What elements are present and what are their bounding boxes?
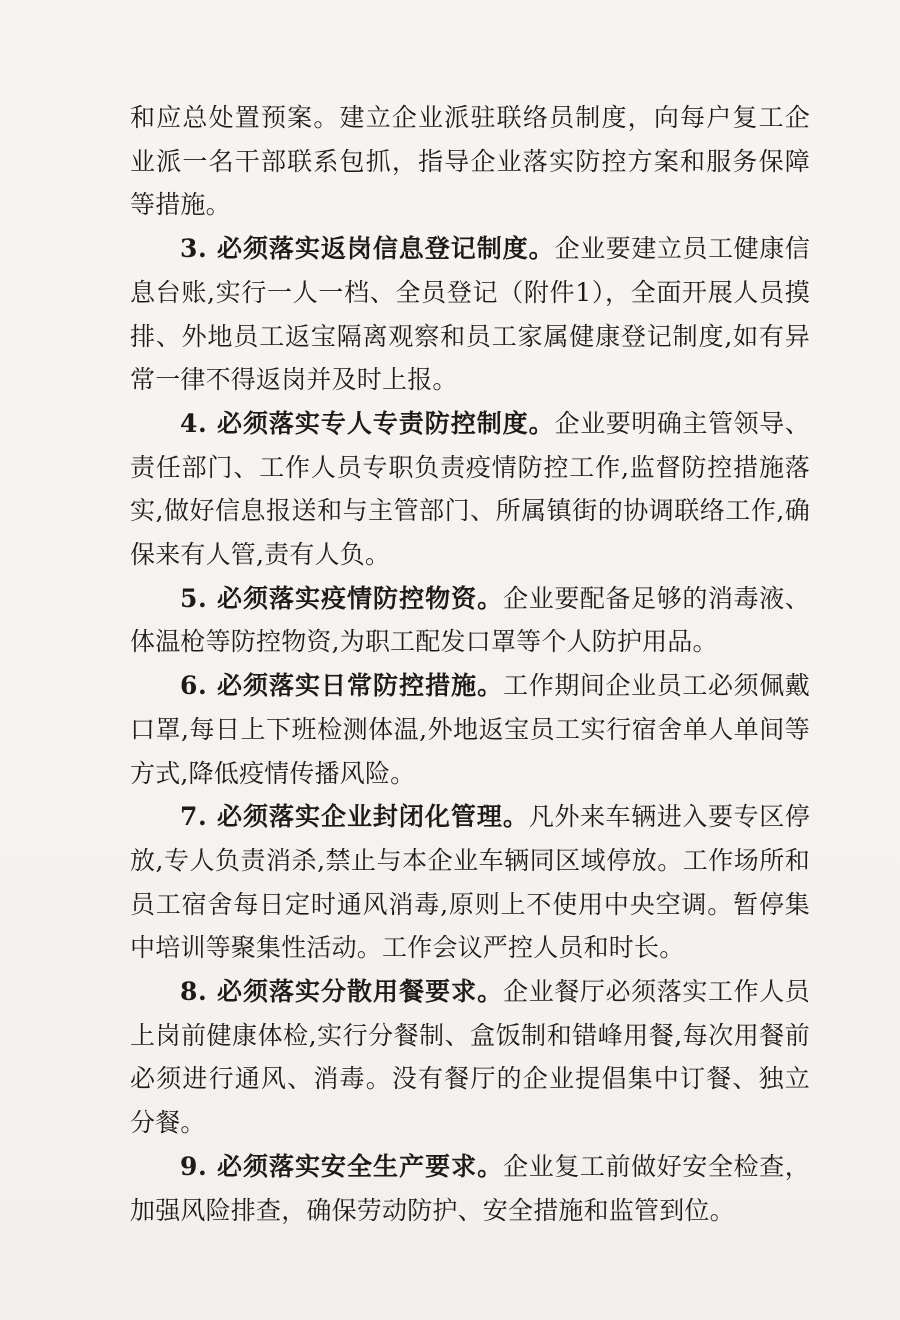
paragraph-heading: 7. 必须落实企业封闭化管理。: [180, 802, 529, 832]
paragraph-heading: 4. 必须落实专人专责防控制度。: [180, 408, 555, 438]
paragraph-continuation: [130, 96, 810, 227]
paragraph-item-5: [130, 577, 810, 664]
document-body: [130, 96, 810, 1232]
paragraph-body: 企业复工前做好安全检查，加强风险排查，确保劳动防护、安全措施和监管到位。: [130, 1151, 811, 1225]
paragraph-item-7: [130, 795, 810, 970]
paragraph-body: 工作期间企业员工必须佩戴口罩,每日上下班检测体温,外地返宝员工实行宿舍单人单间等方式,降低疫情传播风险。: [130, 671, 811, 788]
paragraph-heading: 9. 必须落实安全生产要求。: [180, 1151, 504, 1181]
paragraph-heading: 5. 必须落实疫情防控物资。: [180, 583, 504, 613]
paragraph-body: 企业要配备足够的消毒液、体温枪等防控物资,为职工配发口罩等个人防护用品。: [130, 583, 811, 657]
paragraph-heading: 3. 必须落实返岗信息登记制度。: [180, 234, 555, 264]
paragraph-body: 企业餐厅必须落实工作人员上岗前健康体检,实行分餐制、盒饭制和错峰用餐,每次用餐前必须进行通风、消毒。没有餐厅的企业提倡集中订餐、独立分餐。: [130, 977, 811, 1138]
paragraph-item-6: [130, 664, 810, 795]
paragraph-body: 凡外来车辆进入要专区停放,专人负责消杀,禁止与本企业车辆同区域停放。工作场所和员工宿舍每日定时通风消毒,原则上不使用中央空调。暂停集中培训等聚集性活动。工作会议严控人员和时长。: [130, 802, 810, 963]
paragraph-item-4: [130, 402, 810, 577]
paragraph-item-3: [130, 227, 810, 402]
paragraph-item-9: [130, 1145, 810, 1232]
paragraph-body: 企业要建立员工健康信息台账,实行一人一档、全员登记（附件1），全面开展人员摸排、外地员工返宝隔离观察和员工家属健康登记制度,如有异常一律不得返岗并及时上报。: [130, 234, 810, 395]
paragraph-item-8: [130, 970, 810, 1145]
paragraph-heading: 6. 必须落实日常防控措施。: [180, 671, 504, 701]
paragraph-body: 企业要明确主管领导、责任部门、工作人员专职负责疫情防控工作,监督防控措施落实,做好信息报送和与主管部门、所属镇街的协调联络工作,确保来有人管,责有人负。: [130, 408, 810, 570]
paragraph-heading: 8. 必须落实分散用餐要求。: [180, 977, 504, 1007]
paragraph-body: 和应总处置预案。建立企业派驻联络员制度，向每户复工企业派一名干部联系包抓，指导企业落实防控方案和服务保障等措施。: [130, 103, 810, 220]
